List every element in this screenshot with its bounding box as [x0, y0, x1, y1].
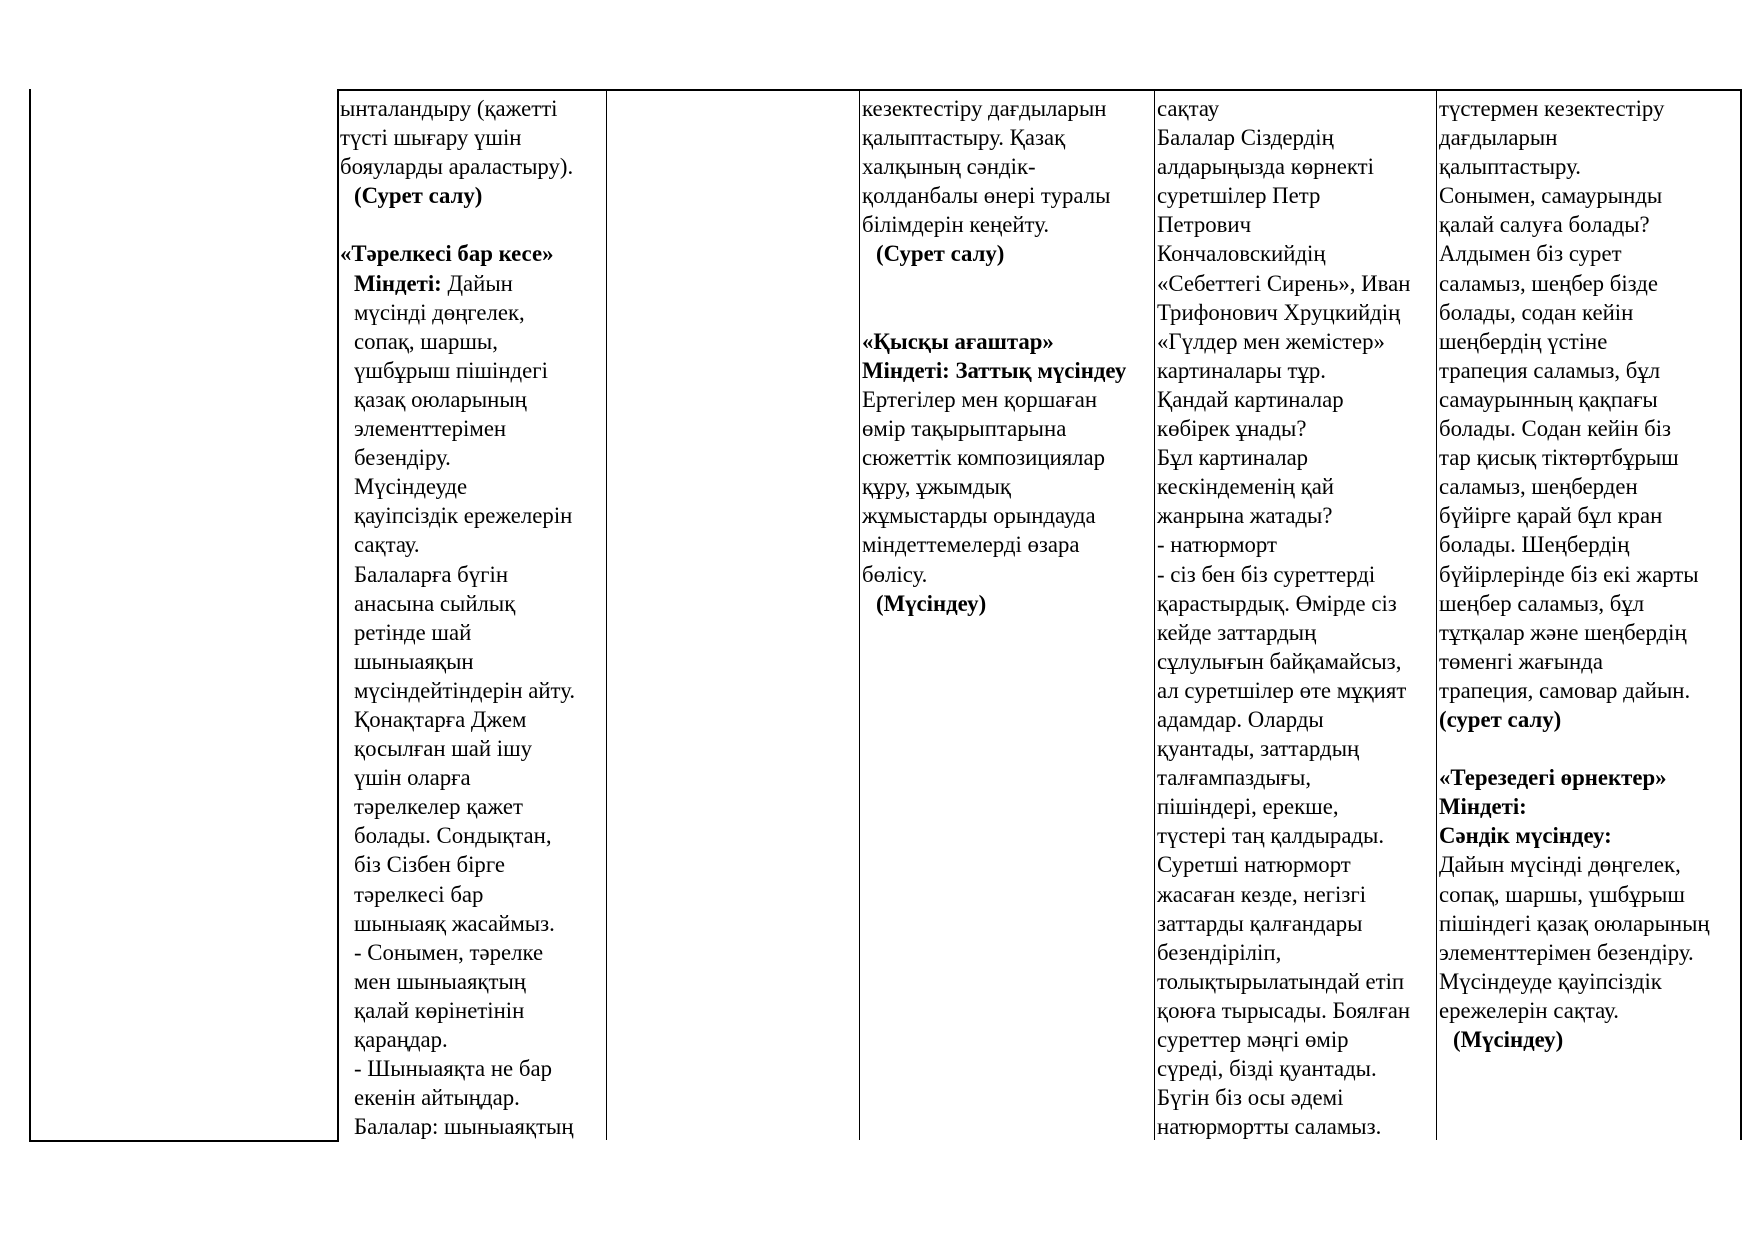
table-right-border — [1740, 89, 1742, 1140]
text-line-content: - натюрморт — [1157, 532, 1277, 558]
text-line — [1157, 327, 1435, 356]
text-line — [340, 676, 604, 705]
table-cell-col4 — [862, 94, 1152, 618]
text-line — [340, 1054, 604, 1083]
text-line — [340, 385, 604, 414]
text-line — [1439, 880, 1739, 909]
text-line-content: пішіндері, ерекше, — [1157, 794, 1339, 820]
text-line-content: жасаған кезде, негізгі — [1157, 881, 1367, 907]
text-line-content: «Гүлдер мен жемістер» — [1157, 328, 1385, 354]
text-line — [1157, 938, 1435, 967]
text-line-content: шеңбердің үстіне — [1439, 328, 1608, 354]
text-line — [1439, 327, 1739, 356]
text-line-content: кескіндеменің қай — [1157, 474, 1335, 500]
text-line-content: Міндеті: — [354, 270, 448, 296]
text-line-content: Қонақтарға Джем — [354, 706, 527, 732]
text-line — [862, 327, 1152, 356]
text-line — [1439, 443, 1739, 472]
table-cell-col2 — [340, 94, 604, 1141]
text-line-content: қосылған шай ішу — [354, 736, 533, 762]
text-line — [1157, 880, 1435, 909]
text-line — [340, 1083, 604, 1112]
text-line — [1157, 909, 1435, 938]
text-line — [340, 850, 604, 879]
text-line — [1439, 909, 1739, 938]
text-line-content: Міндеті: — [1439, 794, 1527, 820]
text-line — [1439, 589, 1739, 618]
text-line-content: Бұл картиналар — [1157, 445, 1309, 471]
text-line-content: мен шыныаяқтың — [354, 968, 526, 994]
text-line-content: Міндеті: Заттық мүсіндеу — [862, 357, 1127, 383]
text-line-content: Балалар: шыныаяқтың — [354, 1114, 574, 1140]
text-line — [862, 181, 1152, 210]
text-line — [340, 618, 604, 647]
text-line-content: «Тәрелкесі бар кесе» — [340, 241, 554, 267]
text-line-content: екенін айтыңдар. — [354, 1085, 520, 1111]
text-line-content: жұмыстарды орындауда — [862, 503, 1096, 529]
text-line-content: - Сонымен, тәрелке — [354, 939, 544, 965]
text-line-content: төменгі жағында — [1439, 648, 1603, 674]
table-cell-col5 — [1157, 94, 1435, 1141]
text-line — [340, 763, 604, 792]
text-line — [862, 443, 1152, 472]
text-line-content: сақтау. — [354, 532, 420, 558]
text-line-content: болады. Сондықтан, — [354, 823, 552, 849]
col5-right-border — [1436, 89, 1437, 1140]
text-line-content: тұтқалар және шеңбердің — [1439, 619, 1687, 645]
text-line-content: пішіндегі қазақ оюларының — [1439, 910, 1710, 936]
text-line — [1157, 94, 1435, 123]
text-line — [862, 501, 1152, 530]
text-line-content: Петрович — [1157, 212, 1252, 238]
col4-right-border — [1154, 89, 1155, 1140]
text-line — [340, 472, 604, 501]
text-line — [1157, 618, 1435, 647]
text-line — [1439, 530, 1739, 559]
text-line — [1439, 705, 1739, 734]
text-line-content: міндеттемелерді өзара — [862, 532, 1080, 558]
text-line-content: сопақ, шаршы, үшбұрыш — [1439, 881, 1685, 907]
text-line — [1157, 996, 1435, 1025]
text-line-content: безендіру. — [354, 445, 451, 471]
text-line — [1157, 589, 1435, 618]
text-line — [340, 123, 604, 152]
text-line — [862, 414, 1152, 443]
text-line — [862, 94, 1152, 123]
text-line-content: Алдымен біз сурет — [1439, 241, 1622, 267]
table-bottom-border-col1 — [29, 1140, 339, 1142]
text-line-content: болады, содан кейін — [1439, 299, 1634, 325]
text-line-content: қарастырдық. Өмірде сіз — [1157, 590, 1397, 616]
text-line-content: «Терезедегі өрнектер» — [1439, 765, 1667, 791]
text-line — [1439, 501, 1739, 530]
text-line — [1157, 1112, 1435, 1141]
text-line-content: «Қысқы ағаштар» — [862, 328, 1054, 354]
text-line-content: Ертегілер мен қоршаған — [862, 386, 1098, 412]
text-line-content: кейде заттардың — [1157, 619, 1317, 645]
text-line — [1157, 152, 1435, 181]
text-line-content: Бүгін біз осы әдемі — [1157, 1085, 1344, 1111]
text-line-content: ал суретшілер өте мұқият — [1157, 677, 1407, 703]
text-line — [1157, 705, 1435, 734]
text-line-content: Сонымен, самаурынды — [1439, 183, 1663, 209]
text-line-content: қалыптастыру. — [1439, 154, 1581, 180]
text-line-content: анасына сыйлық — [354, 590, 516, 616]
text-line — [1157, 1025, 1435, 1054]
text-line — [340, 327, 604, 356]
text-line — [1439, 1025, 1739, 1054]
text-line — [340, 414, 604, 443]
text-line — [1157, 123, 1435, 152]
text-line-content: (Мүсіндеу) — [1453, 1027, 1564, 1052]
text-line-content: қараңдар. — [354, 1027, 448, 1052]
text-line-content: Дайын мүсінді дөңгелек, — [1439, 852, 1681, 878]
text-line — [1439, 821, 1739, 850]
text-line-content: түстермен кезектестіру — [1439, 96, 1665, 121]
text-line-content: біз Сізбен бірге — [354, 852, 505, 878]
text-line-content: Қандай картиналар — [1157, 386, 1344, 412]
text-line-content: үшін оларға — [354, 765, 471, 791]
text-line — [340, 967, 604, 996]
text-line-content: қуантады, заттардың — [1157, 736, 1360, 762]
text-line — [1439, 472, 1739, 501]
text-line — [1439, 298, 1739, 327]
text-line — [340, 734, 604, 763]
text-line-content: болады. Шеңбердің — [1439, 532, 1630, 558]
text-line — [1439, 734, 1739, 763]
text-line-rest: Дайын — [447, 270, 513, 296]
text-line — [1157, 239, 1435, 268]
text-line — [340, 501, 604, 530]
text-line — [340, 239, 604, 268]
text-line — [1157, 850, 1435, 879]
text-line-content: самаурынның қақпағы — [1439, 386, 1658, 412]
text-line-content: құру, ұжымдық — [862, 474, 1011, 500]
text-line — [862, 210, 1152, 239]
text-line-content: Трифонович Хруцкийдің — [1157, 299, 1401, 325]
text-line — [862, 123, 1152, 152]
text-line-content: трапеция саламыз, бұл — [1439, 357, 1661, 383]
text-line-content: - Шыныаяқта не бар — [354, 1056, 552, 1082]
text-line — [1157, 530, 1435, 559]
text-line-content: (Мүсіндеу) — [876, 590, 987, 616]
text-line-content: бүйірлерінде біз екі жарты — [1439, 561, 1699, 587]
text-line-content: болады. Содан кейін біз — [1439, 416, 1672, 442]
text-line-content: тар қисық тіктөртбұрыш — [1439, 445, 1679, 471]
text-line — [1439, 792, 1739, 821]
text-line — [862, 239, 1152, 268]
text-line — [1157, 1054, 1435, 1083]
text-line-content: сұлулығын байқамайсыз, — [1157, 648, 1402, 674]
text-line-content: тәрелкесі бар — [354, 881, 484, 907]
text-line-content: дағдыларын — [1439, 125, 1558, 151]
text-line — [1439, 763, 1739, 792]
text-line-content: бояуларды араластыру). — [340, 154, 574, 180]
text-line — [1157, 472, 1435, 501]
text-line-content: талғампаздығы, — [1157, 765, 1312, 791]
text-line-content: (Сурет салу) — [354, 183, 483, 209]
text-line-content: жанрына жатады? — [1157, 503, 1333, 529]
text-line — [1157, 356, 1435, 385]
text-line — [1157, 967, 1435, 996]
text-line — [1439, 123, 1739, 152]
text-line — [340, 705, 604, 734]
table-top-border — [337, 89, 1742, 91]
text-line — [1439, 676, 1739, 705]
text-line-content: қолданбалы өнері туралы — [862, 183, 1111, 209]
text-line-content: қауіпсіздік ережелерін — [354, 503, 573, 529]
text-line — [340, 821, 604, 850]
text-line-content: суретшілер Петр — [1157, 183, 1321, 209]
text-line-content: үшбұрыш пішіндегі — [354, 357, 548, 383]
text-line-content: (Сурет салу) — [876, 241, 1005, 267]
text-line-content: бөлісу. — [862, 561, 928, 587]
col2-right-border — [606, 89, 607, 1140]
text-line-content: сюжеттік композициялар — [862, 445, 1106, 471]
text-line — [340, 1025, 604, 1054]
text-line — [340, 647, 604, 676]
text-line-content: өмір тақырыптарына — [862, 416, 1067, 442]
text-line — [340, 589, 604, 618]
text-line — [1439, 181, 1739, 210]
text-line-content: мүсінді дөңгелек, — [354, 299, 525, 325]
col1-right-border — [337, 89, 339, 1142]
table-cell-col6 — [1439, 94, 1739, 1054]
text-line-content: қоюға тырысады. Боялған — [1157, 997, 1411, 1023]
text-line — [1439, 850, 1739, 879]
text-line-content: сүреді, бізді қуантады. — [1157, 1056, 1377, 1082]
text-line-content: Сәндік мүсіндеу: — [1439, 823, 1612, 849]
text-line-content: алдарыңызда көрнекті — [1157, 154, 1374, 180]
text-line-content: Балалар Сіздердің — [1157, 125, 1334, 151]
text-line-content: Мүсіндеуде — [354, 474, 468, 500]
text-line — [340, 560, 604, 589]
text-line — [1157, 676, 1435, 705]
text-line — [1157, 763, 1435, 792]
text-line — [1439, 618, 1739, 647]
text-line-content: білімдерін кеңейту. — [862, 212, 1050, 238]
text-line — [862, 152, 1152, 181]
text-line-content: түстері таң қалдырады. — [1157, 823, 1385, 849]
text-line-content: (сурет салу) — [1439, 706, 1562, 732]
text-line — [1439, 967, 1739, 996]
text-line — [1157, 210, 1435, 239]
text-line — [1439, 269, 1739, 298]
text-line — [862, 269, 1152, 298]
text-line-content: элементтерімен — [354, 416, 507, 442]
text-line — [1439, 94, 1739, 123]
text-line-content: ережелерін сақтау. — [1439, 997, 1619, 1023]
text-line-content: Кончаловскийдің — [1157, 241, 1326, 267]
text-line — [1439, 647, 1739, 676]
text-line-content: толықтырылатындай етіп — [1157, 968, 1405, 994]
table-left-border — [29, 89, 31, 1142]
text-line-content: шеңбер саламыз, бұл — [1439, 590, 1645, 616]
text-line-content: халқының сәндік- — [862, 154, 1036, 180]
text-line — [1439, 996, 1739, 1025]
text-line-content: «Себеттегі Сирень», Иван — [1157, 270, 1411, 296]
text-line-content: ретінде шай — [354, 619, 472, 645]
text-line — [1439, 356, 1739, 385]
text-line — [862, 385, 1152, 414]
text-line — [340, 152, 604, 181]
text-line — [1157, 385, 1435, 414]
text-line — [340, 298, 604, 327]
text-line — [862, 298, 1152, 327]
text-line-content: трапеция, самовар дайын. — [1439, 677, 1691, 703]
text-line-content: сопақ, шаршы, — [354, 328, 498, 354]
text-line-content: адамдар. Оларды — [1157, 706, 1324, 732]
text-line-content: қалыптастыру. Қазақ — [862, 125, 1066, 151]
col3-right-border — [859, 89, 860, 1140]
text-line-content: элементтерімен безендіру. — [1439, 939, 1694, 965]
text-line — [340, 530, 604, 559]
text-line-content: безендіріліп, — [1157, 939, 1282, 965]
text-line — [1157, 181, 1435, 210]
text-line — [1157, 414, 1435, 443]
text-line-content: шыныаяқын — [354, 648, 474, 674]
text-line-content: шыныаяқ жасаймыз. — [354, 910, 555, 936]
text-line — [340, 880, 604, 909]
text-line-content: кезектестіру дағдыларын — [862, 96, 1107, 121]
text-line-content: заттарды қалғандары — [1157, 910, 1363, 936]
text-line — [340, 1112, 604, 1141]
text-line — [862, 472, 1152, 501]
text-line-content: ынталандыру (қажетті — [340, 96, 558, 121]
text-line — [862, 560, 1152, 589]
text-line — [340, 909, 604, 938]
text-line-content: қалай салуға болады? — [1439, 212, 1650, 238]
text-line — [1439, 560, 1739, 589]
text-line — [340, 94, 604, 123]
text-line — [340, 181, 604, 210]
text-line — [340, 996, 604, 1025]
text-line-content: қалай көрінетінін — [354, 997, 525, 1023]
text-line-content: картиналары тұр. — [1157, 357, 1326, 383]
text-line-content: Суретші натюрморт — [1157, 852, 1351, 878]
text-line — [1157, 821, 1435, 850]
text-line — [1157, 560, 1435, 589]
text-line — [340, 938, 604, 967]
text-line — [1157, 647, 1435, 676]
text-line — [1439, 385, 1739, 414]
text-line-content: сақтау — [1157, 96, 1220, 121]
text-line-content: натюрмортты саламыз. — [1157, 1114, 1382, 1140]
text-line — [1439, 938, 1739, 967]
text-line — [1157, 298, 1435, 327]
text-line — [1439, 239, 1739, 268]
text-line-content: түсті шығару үшін — [340, 125, 522, 151]
text-line-content: суреттер мәңгі өмір — [1157, 1027, 1349, 1052]
text-line — [1439, 152, 1739, 181]
text-line-content: бүйірге қарай бұл кран — [1439, 503, 1663, 529]
text-line — [862, 589, 1152, 618]
text-line — [340, 443, 604, 472]
text-line — [1157, 792, 1435, 821]
text-line — [1157, 734, 1435, 763]
text-line — [1157, 269, 1435, 298]
text-line — [340, 356, 604, 385]
text-line-content: саламыз, шеңберден — [1439, 474, 1638, 500]
text-line-content: мүсіндейтіндерін айту. — [354, 677, 576, 703]
text-line — [340, 792, 604, 821]
text-line-content: тәрелкелер қажет — [354, 794, 523, 820]
text-line — [1439, 414, 1739, 443]
text-line — [1157, 1083, 1435, 1112]
text-line — [862, 530, 1152, 559]
text-line — [1157, 443, 1435, 472]
text-line-content: Мүсіндеуде қауіпсіздік — [1439, 968, 1662, 994]
text-line-content: Балаларға бүгін — [354, 561, 509, 587]
text-line-content: - сіз бен біз суреттерді — [1157, 561, 1376, 587]
text-line-content: қазақ оюларының — [354, 386, 527, 412]
text-line — [1439, 210, 1739, 239]
text-line — [340, 210, 604, 239]
text-line — [340, 269, 604, 298]
text-line-content: көбірек ұнады? — [1157, 416, 1307, 442]
text-line — [862, 356, 1152, 385]
text-line-content: саламыз, шеңбер бізде — [1439, 270, 1658, 296]
text-line — [1157, 501, 1435, 530]
